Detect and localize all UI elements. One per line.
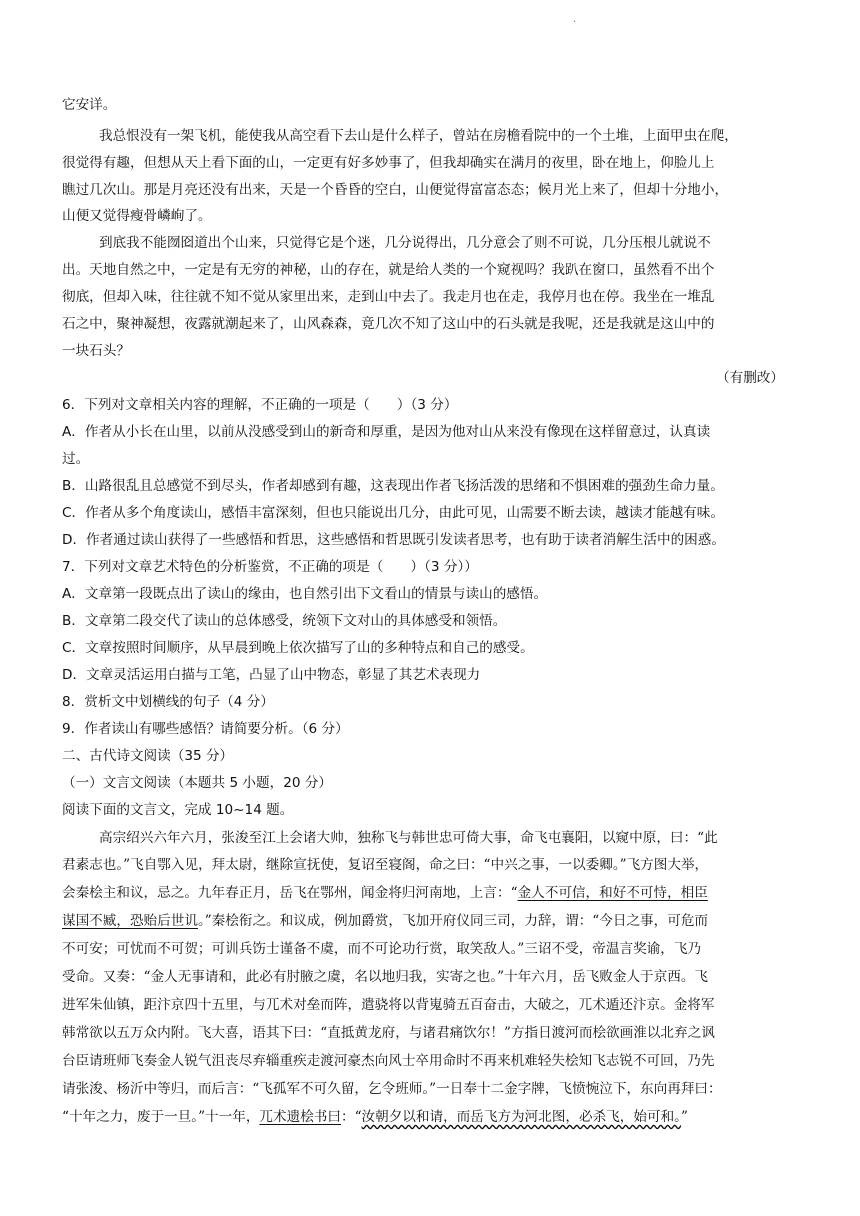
question-7-option-c: C．文章按照时间顺序，从早晨到晚上依次描写了山的多种特点和自己的感受。: [62, 640, 534, 656]
passage-line: 它安详。: [62, 97, 117, 113]
question-7: 7．下列对文章艺术特色的分析鉴赏，不正确的项是（ ）（3 分））: [62, 559, 478, 575]
classical-line: [62, 884, 708, 902]
question-6-option-b: B．山路很乱且总感觉不到尽头，作者却感到有趣，这表现出作者飞扬活泼的思绪和不惧困难的强劲生命力量。: [62, 478, 724, 494]
passage-line: 瞧过几次山。那是月亮还没有出来，天是一个昏昏的空白，山便觉得富富态态；候月光上来了，但却十分地小，: [62, 182, 729, 198]
passage-line: 彻底，但却入味，往往就不知不觉从家里出来，走到山中去了。我走月也在走，我停月也在停。我坐在一堆乱: [62, 289, 715, 305]
classical-line: [62, 1108, 688, 1126]
classical-line: 请张浚、杨沂中等归，而后言：“飞孤军不可久留，乞令班师。”一日奉十二金字牌，飞愤惋泣下，东向再拜曰：: [62, 1081, 722, 1097]
passage-line: 一块石头？: [62, 343, 130, 359]
underlined-sentence: 金人不可信，和好不可恃，相臣: [517, 885, 708, 901]
classical-line: [62, 912, 708, 930]
question-6-option-a-cont: 过。: [62, 451, 90, 467]
question-6-option-d: D．作者通过读山获得了一些感悟和哲思，这些感悟和哲思既引发读者思考，也有助于读者消解生活中的困惑。: [62, 532, 725, 548]
question-6-option-a: A．作者从小长在山里，以前从没感受到山的新奇和厚重，是因为他对山从来没有像现在这样留意过，认真读: [62, 424, 711, 440]
source-note: （有删改）: [716, 370, 784, 386]
classical-text: 会秦桧主和议，忌之。九年春正月，岳飞在鄂州，闻金将归河南地，上言：“: [62, 885, 518, 901]
underlined-phrase: 兀术遗桧书曰: [259, 1109, 341, 1125]
classical-line: 韩常欲以五万众内附。飞大喜，语其下曰：“直抵黄龙府，与诸君痛饮尔！”方指日渡河而桧欲画淮以北弃之讽: [62, 1025, 715, 1041]
classical-text: ：“: [340, 1109, 362, 1125]
passage-line: 出。天地自然之中，一定是有无穷的神秘，山的存在，就是给人类的一个窥视吗？我趴在窗口，虽然看不出个: [62, 262, 715, 278]
classical-line: 进军朱仙镇，距汴京四十五里，与兀术对垒而阵，遣骁将以背嵬骑五百奋击，大破之，兀术遁还汴京。金将军: [62, 997, 715, 1013]
classical-text: 。”秦桧衔之。和议成，例加爵赏，飞加开府仪同三司，力辞，谓：“今日之事，可危而: [197, 913, 709, 929]
classical-line: 台臣请班师飞奏金人锐气沮丧尽弃辎重疾走渡河豪杰向风士卒用命时不再来机难轻失桧知飞志锐不可回，乃先: [62, 1053, 715, 1069]
section-2-subtitle: （一）文言文阅读（本题共 5 小题，20 分）: [62, 775, 333, 791]
classical-line: 高宗绍兴六年六月，张浚至江上会诸大帅，独称飞与韩世忠可倚大事，命飞屯襄阳，以窥中原，曰：“此: [99, 830, 718, 846]
classical-line: 受命。又奏：“金人无事请和，此必有肘腋之虞，名以地归我，实寄之也。”十年六月，岳飞败金人于京西。飞: [62, 969, 709, 985]
passage-line: 很觉得有趣，但想从天上看下面的山，一定更有好多妙事了，但我却确实在满月的夜里，卧在地上，仰脸儿上: [62, 155, 715, 171]
classical-line: 不可安；可忧而不可贺；可训兵饬士谨备不虞，而不可论功行赏，取笑敌人。”三诏不受，帝温言奖谕，飞乃: [62, 941, 702, 957]
passage-line: 石之中，聚神凝想，夜露就潮起来了，山风森森，竟几次不知了这山中的石头就是我呢，还是我就是这山中的: [62, 316, 715, 332]
classical-text: “十年之力，废于一旦。”十一年，: [62, 1109, 260, 1125]
wavy-underlined-sentence: 汝朝夕以和请，而岳飞方为河北图，必杀飞，始可和。: [361, 1109, 681, 1125]
passage-line: 山便又觉得瘦骨嶙峋了。: [62, 208, 212, 224]
classical-text: ”: [680, 1109, 688, 1125]
header-dot: .: [573, 14, 577, 25]
question-8: 8．赏析文中划横线的句子（4 分）: [62, 694, 274, 710]
question-7-option-d: D．文章灵活运用白描与工笔，凸显了山中物态，彰显了其艺术表现力: [62, 667, 481, 683]
passage-line: 我总恨没有一架飞机，能使我从高空看下去山是什么样子，曾站在房檐看院中的一个土堆，上面甲虫在爬，: [99, 128, 738, 144]
question-7-option-a: A．文章第一段既点出了读山的缘由，也自然引出下文看山的情景与读山的感悟。: [62, 586, 548, 602]
section-2-instruction: 阅读下面的文言文，完成 10~14 题。: [62, 802, 294, 818]
section-2-title: 二、古代诗文阅读（35 分）: [62, 748, 234, 764]
question-6: 6．下列对文章相关内容的理解，不正确的一项是（ ）（3 分）: [62, 397, 458, 413]
classical-line: 君素志也。”飞自鄂入见，拜太尉，继除宣抚使，复诏至寝阁，命之曰：“中兴之事，一以委卿。”飞方图大举，: [62, 857, 709, 873]
question-6-option-c: C．作者从多个角度读山，感悟丰富深刻，但也只能说出几分，由此可见，山需要不断去读，越读才能越有味。: [62, 505, 724, 521]
question-9: 9．作者读山有哪些感悟？请简要分析。（6 分）: [62, 721, 349, 737]
passage-line: 到底我不能囫囵道出个山来，只觉得它是个迷，几分说得出，几分意会了则不可说，几分压根儿就说不: [99, 235, 711, 251]
question-7-option-b: B．文章第二段交代了读山的总体感受，统领下文对山的具体感受和领悟。: [62, 613, 507, 629]
underlined-sentence: 谋国不臧，恐贻后世讥: [62, 913, 198, 929]
